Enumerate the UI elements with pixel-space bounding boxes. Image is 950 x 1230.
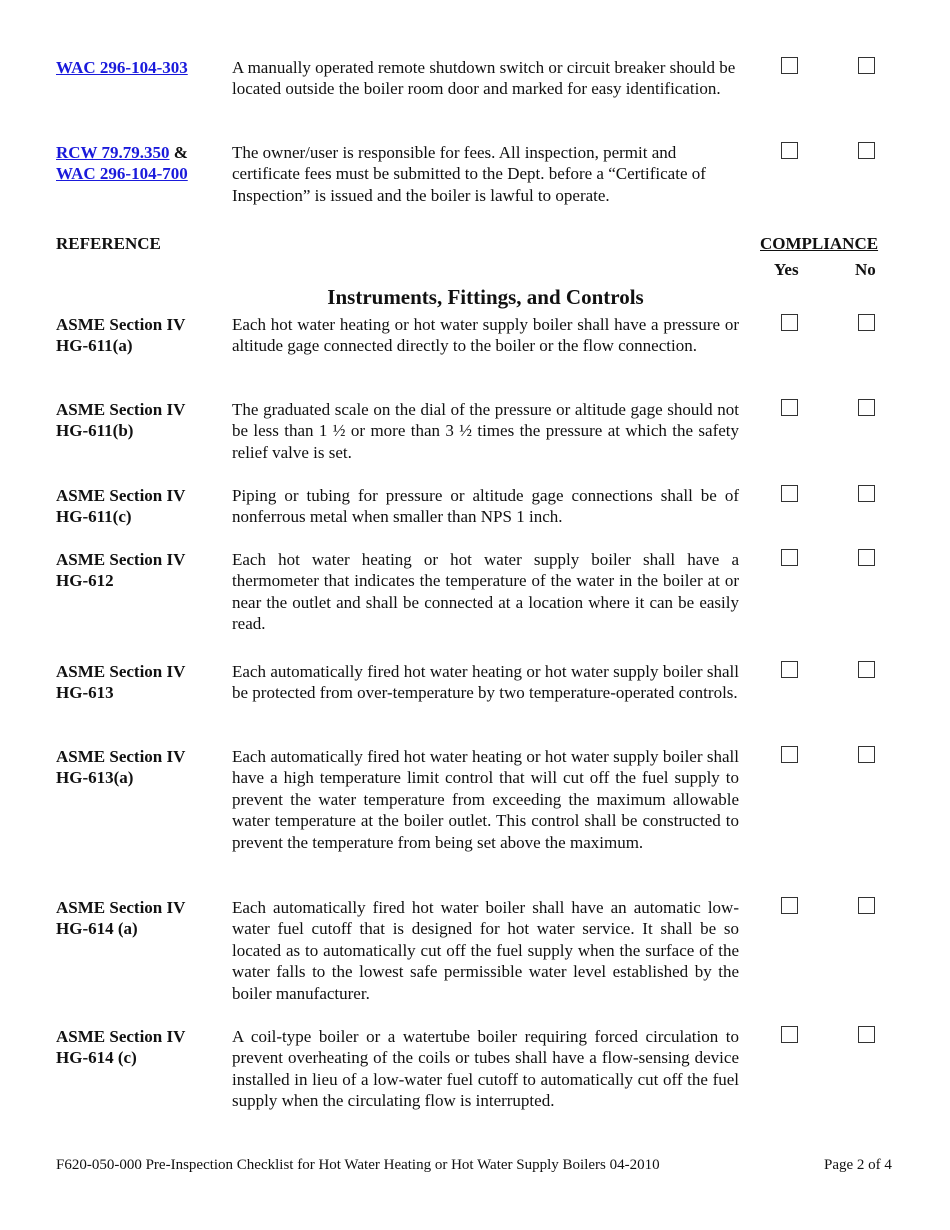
requirement-text: Each hot water heating or hot water supply boiler shall have a pressure or altitude gage connected directly to the boiler or the flow connection. bbox=[232, 315, 739, 356]
requirement-text: Each automatically fired hot water boiler shall have an automatic low-water fuel cutoff that is designed for hot water service. It shall be so located as to automatically cut off the fuel supply when the surface of the water falls to the lowest safe permissible water level established by the boiler manufacturer. bbox=[232, 898, 739, 1003]
no-checkbox[interactable] bbox=[858, 399, 875, 416]
footer-page-number: Page 2 of 4 bbox=[824, 1157, 892, 1173]
yes-checkbox[interactable] bbox=[781, 57, 798, 74]
reference-line: ASME Section IV bbox=[56, 662, 186, 681]
yes-checkbox[interactable] bbox=[781, 661, 798, 678]
no-checkbox[interactable] bbox=[858, 1026, 875, 1043]
yes-checkbox[interactable] bbox=[781, 314, 798, 331]
reference-cell bbox=[56, 314, 226, 357]
no-checkbox[interactable] bbox=[858, 746, 875, 763]
yes-column-header: Yes bbox=[774, 260, 799, 279]
no-checkbox[interactable] bbox=[858, 142, 875, 159]
reference-line: ASME Section IV bbox=[56, 315, 186, 334]
yes-checkbox[interactable] bbox=[781, 485, 798, 502]
reference-cell bbox=[56, 746, 226, 789]
yes-checkbox[interactable] bbox=[781, 1026, 798, 1043]
reference-line: ASME Section IV bbox=[56, 898, 186, 917]
compliance-column-header: COMPLIANCE bbox=[760, 234, 879, 253]
reference-cell bbox=[56, 661, 226, 704]
requirement-text: Each hot water heating or hot water supply boiler shall have a thermometer that indicates the temperature of the water in the boiler at or near the outlet and shall be connected at a location where it can be easily read. bbox=[232, 550, 739, 634]
requirement-text: A coil-type boiler or a watertube boiler requiring forced circulation to prevent overheating of the coils or tubes shall have a flow-sensing device installed in lieu of a low-water fuel cutoff to automatically cut off the fuel supply when the circulating flow is interrupted. bbox=[232, 1027, 739, 1111]
no-checkbox[interactable] bbox=[858, 485, 875, 502]
requirement-text: A manually operated remote shutdown switch or circuit breaker should be located outside the boiler room door and marked for easy identification. bbox=[232, 58, 736, 99]
no-checkbox[interactable] bbox=[858, 314, 875, 331]
footer-form-title: F620-050-000 Pre-Inspection Checklist for Hot Water Heating or Hot Water Supply Boilers 04-2010 bbox=[56, 1157, 660, 1173]
reference-code: HG-611(c) bbox=[56, 507, 132, 527]
requirement-text: Piping or tubing for pressure or altitude gage connections shall be of nonferrous metal when smaller than NPS 1 inch. bbox=[232, 486, 739, 527]
reference-link[interactable]: WAC 296-104-303 bbox=[56, 58, 188, 77]
reference-cell bbox=[56, 549, 226, 592]
reference-link[interactable]: WAC 296-104-700 bbox=[56, 164, 188, 184]
requirement-text: The owner/user is responsible for fees. All inspection, permit and certificate fees must be submitted to the Dept. before a “Certificate of Inspection” is issued and the boiler is lawful to operate. bbox=[232, 143, 706, 205]
reference-code: HG-613(a) bbox=[56, 768, 134, 788]
reference-cell bbox=[56, 897, 226, 940]
reference-code: HG-611(a) bbox=[56, 336, 133, 356]
reference-cell bbox=[56, 57, 226, 78]
reference-line: ASME Section IV bbox=[56, 1027, 186, 1046]
reference-column-header: REFERENCE bbox=[56, 234, 161, 253]
reference-code: HG-614 (a) bbox=[56, 919, 138, 939]
no-checkbox[interactable] bbox=[858, 897, 875, 914]
yes-checkbox[interactable] bbox=[781, 897, 798, 914]
reference-cell bbox=[56, 485, 226, 528]
requirement-text: Each automatically fired hot water heating or hot water supply boiler shall have a high temperature limit control that will cut off the fuel supply to prevent the water temperature from exceeding the maximum allowable water temperature at the boiler outlet. This control shall be constructed to prevent the temperature from being set above the maximum. bbox=[232, 747, 739, 852]
reference-code: HG-612 bbox=[56, 571, 114, 591]
no-checkbox[interactable] bbox=[858, 661, 875, 678]
reference-link[interactable]: RCW 79.79.350 bbox=[56, 143, 170, 162]
reference-line: ASME Section IV bbox=[56, 550, 186, 569]
requirement-text: The graduated scale on the dial of the pressure or altitude gage should not be less than 1 ½ or more than 3 ½ times the pressure at which the safety relief valve is set. bbox=[232, 400, 739, 462]
reference-code: HG-611(b) bbox=[56, 421, 134, 441]
no-column-header: No bbox=[855, 260, 876, 279]
reference-joiner: & bbox=[169, 143, 188, 162]
yes-checkbox[interactable] bbox=[781, 399, 798, 416]
reference-line: ASME Section IV bbox=[56, 486, 186, 505]
reference-line: ASME Section IV bbox=[56, 747, 186, 766]
requirement-text: Each automatically fired hot water heating or hot water supply boiler shall be protected from over-temperature by two temperature-operated controls. bbox=[232, 662, 739, 703]
reference-cell bbox=[56, 142, 226, 185]
reference-line: ASME Section IV bbox=[56, 400, 186, 419]
reference-cell bbox=[56, 1026, 226, 1069]
reference-code: HG-613 bbox=[56, 683, 114, 703]
no-checkbox[interactable] bbox=[858, 57, 875, 74]
reference-cell bbox=[56, 399, 226, 442]
section-title: Instruments, Fittings, and Controls bbox=[327, 285, 644, 309]
reference-code: HG-614 (c) bbox=[56, 1048, 137, 1068]
yes-checkbox[interactable] bbox=[781, 549, 798, 566]
yes-checkbox[interactable] bbox=[781, 746, 798, 763]
yes-checkbox[interactable] bbox=[781, 142, 798, 159]
no-checkbox[interactable] bbox=[858, 549, 875, 566]
